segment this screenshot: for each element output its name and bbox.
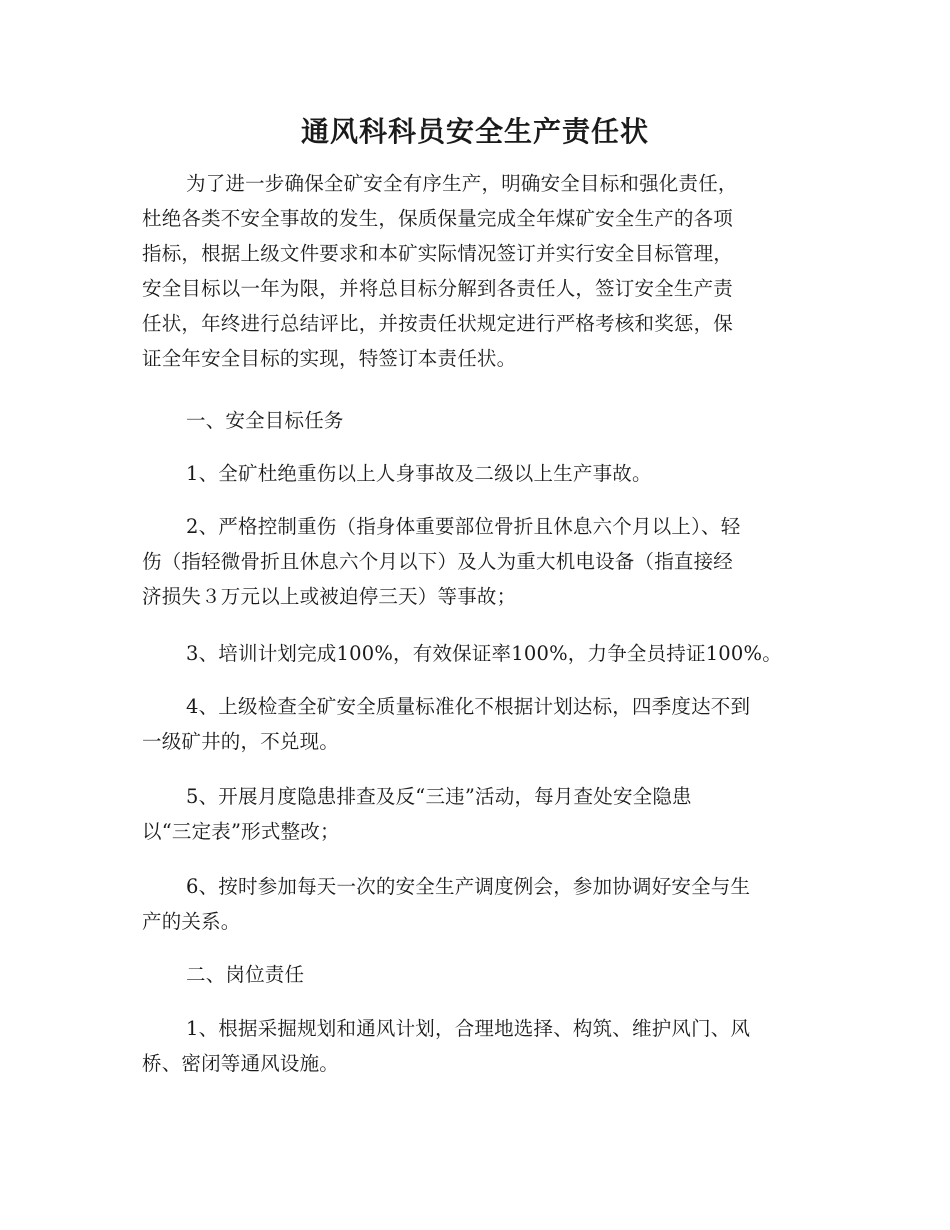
- target-item-4: [142, 689, 810, 759]
- paragraph-line: 5、开展月度隐患排查及反“三违”活动，每月查处安全隐患: [186, 785, 692, 808]
- target-item-1: [142, 456, 810, 491]
- paragraph-line: 杜绝各类不安全事故的发生，保质保量完成全年煤矿安全生产的各项: [142, 207, 734, 230]
- paragraph-line: 证全年安全目标的实现，特签订本责任状。: [142, 347, 517, 370]
- paragraph-line: 4、上级检查全矿安全质量标准化不根据计划达标，四季度达不到: [186, 695, 751, 718]
- duty-item-1: [142, 1011, 810, 1081]
- paragraph-line: 桥、密闭等通风设施。: [142, 1052, 340, 1075]
- paragraph-line: 3、培训计划完成100%，有效保证率100%，力争全员持证100%。: [186, 642, 782, 665]
- paragraph-line: 伤（指轻微骨折且休息六个月以下）及人为重大机电设备（指直接经: [142, 550, 734, 573]
- paragraph-line: 指标，根据上级文件要求和本矿实际情况签订并实行安全目标管理，: [142, 242, 734, 265]
- document-title: 通风科科员安全生产责任状: [300, 115, 649, 148]
- target-item-6: [142, 869, 810, 939]
- section-heading-duties: [142, 957, 810, 992]
- paragraph-line: 安全目标以一年为限，并将总目标分解到各责任人，签订安全生产责: [142, 277, 734, 300]
- section-heading: 一、安全目标任务: [186, 409, 344, 432]
- paragraph-line: 1、全矿杜绝重伤以上人身事故及二级以上生产事故。: [186, 462, 652, 485]
- intro-paragraph: [142, 166, 810, 376]
- target-item-3: [142, 636, 810, 671]
- paragraph-line: 1、根据采掘规划和通风计划，合理地选择、构筑、维护风门、风: [186, 1017, 751, 1040]
- paragraph-line: 产的关系。: [142, 910, 241, 933]
- paragraph-line: 2、严格控制重伤（指身体重要部位骨折且休息六个月以上）、轻: [186, 515, 741, 538]
- section-heading: 二、岗位责任: [186, 963, 305, 986]
- paragraph-line: 任状，年终进行总结评比，并按责任状规定进行严格考核和奖惩，保: [142, 312, 734, 335]
- target-item-5: [142, 779, 810, 849]
- section-heading-targets: [142, 403, 810, 438]
- paragraph-line: 以“三定表”形式整改；: [142, 820, 340, 843]
- paragraph-line: 6、按时参加每天一次的安全生产调度例会，参加协调好安全与生: [186, 875, 751, 898]
- paragraph-line: 为了进一步确保全矿安全有序生产，明确安全目标和强化责任，: [186, 172, 738, 195]
- paragraph-line: 济损失３万元以上或被迫停三天）等事故；: [142, 585, 517, 608]
- paragraph-line: 一级矿井的，不兑现。: [142, 730, 340, 753]
- target-item-2: [142, 509, 810, 614]
